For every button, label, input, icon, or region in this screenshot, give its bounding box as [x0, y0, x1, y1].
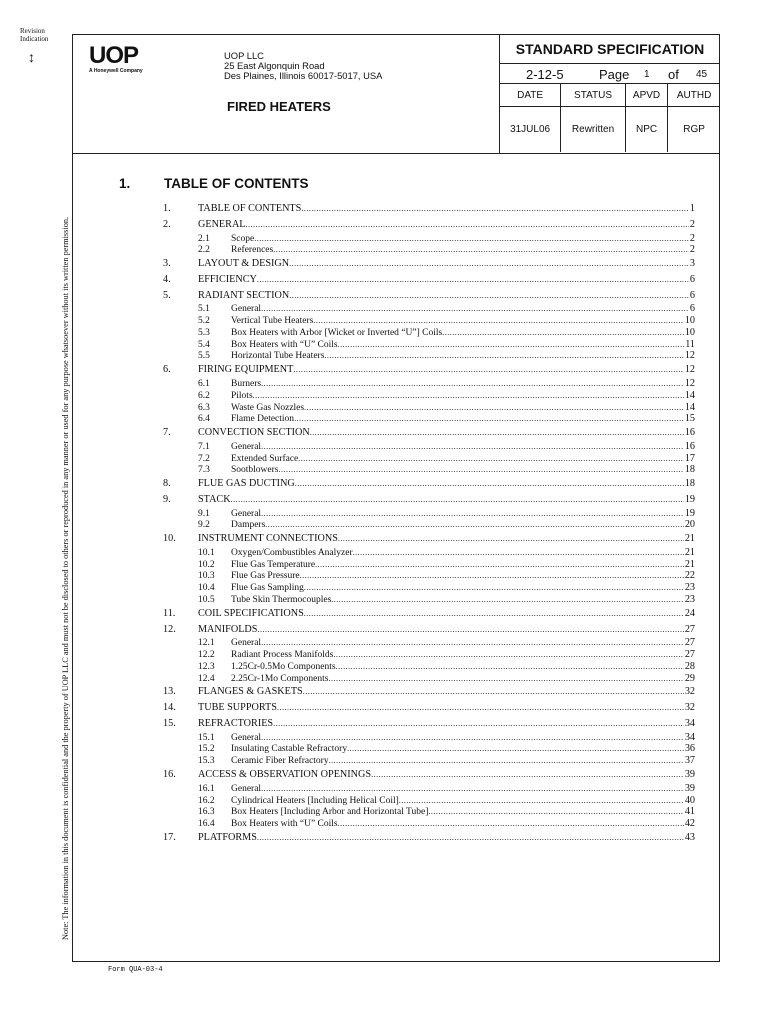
toc-subentry[interactable]: [163, 755, 695, 767]
toc-leader-dots: [338, 818, 684, 830]
toc-leader-dots: [304, 402, 684, 414]
toc-leader-dots: [304, 582, 684, 594]
toc-entry-number: 16.3: [198, 807, 215, 818]
toc-entry-number: 4.: [163, 273, 171, 285]
status-header: STATUS: [561, 84, 626, 107]
toc-entry-title: Ceramic Fiber Refractory: [231, 756, 329, 767]
toc-entry-title: Sootblowers: [231, 465, 279, 476]
toc-leader-dots: [273, 716, 684, 732]
toc-subentry[interactable]: [163, 244, 695, 256]
toc-entry-title: Cylindrical Heaters [Including Helical Coil]: [231, 795, 399, 806]
toc-subentry[interactable]: [163, 303, 695, 315]
toc-entry-number: 6.3: [198, 402, 210, 413]
confidentiality-note: Note: The information in this document is confidential and the property of UOP LLC and must not be disclosed to others or reproduced in any manner or used for any purpose whatsoever without its written permission.: [61, 216, 70, 940]
toc-entry-title: Scope: [231, 233, 255, 244]
toc-entry-title: Tube Skin Thermocouples: [231, 594, 332, 605]
toc-entry-page: 14: [684, 389, 695, 401]
toc-entry-number: 10.: [163, 533, 176, 545]
toc-entry-page: 21: [684, 558, 695, 570]
toc-entry-page: 18: [684, 464, 695, 476]
company-address: [224, 51, 382, 81]
page-of-label: of: [668, 67, 679, 82]
toc-subentry[interactable]: [163, 795, 695, 807]
toc-entry-page: 12: [684, 350, 695, 362]
toc-subentry[interactable]: [163, 519, 695, 531]
toc-leader-dots: [300, 570, 684, 582]
toc-leader-dots: [347, 743, 684, 755]
toc-entry-page: 23: [684, 582, 695, 594]
toc-entry-number: 9.: [163, 493, 171, 505]
toc-entry-number: 7.1: [198, 441, 210, 452]
toc-leader-dots: [371, 767, 684, 783]
toc-leader-dots: [353, 547, 684, 559]
toc-subentry[interactable]: [163, 464, 695, 476]
toc-entry-title: CONVECTION SECTION: [198, 427, 310, 439]
toc-entry-page: 21: [684, 546, 695, 558]
spec-meta-table: [500, 83, 720, 152]
toc-entry-number: 10.5: [198, 594, 215, 605]
toc-entry-title: General: [231, 304, 262, 315]
toc-entry-number: 12.3: [198, 661, 215, 672]
spec-number-row: [500, 64, 720, 84]
toc-entry-page: 23: [684, 593, 695, 605]
toc-entry-page: 43: [684, 831, 695, 843]
toc-leader-dots: [298, 453, 684, 465]
toc-entry-page: 17: [684, 452, 695, 464]
toc-leader-dots: [331, 594, 684, 606]
toc-subentry[interactable]: [163, 441, 695, 453]
toc-leader-dots: [304, 606, 684, 622]
toc-leader-dots: [231, 492, 684, 508]
toc-subentry[interactable]: [163, 350, 695, 362]
toc-entry-number: 15.: [163, 717, 176, 729]
toc-subentry[interactable]: [163, 453, 695, 465]
toc-entry[interactable]: [163, 272, 695, 288]
toc-entry-page: 16: [684, 440, 695, 452]
toc-entry-number: 8.: [163, 478, 171, 490]
toc-entry-number: 5.5: [198, 351, 210, 362]
toc-subentry[interactable]: [163, 378, 695, 390]
toc-leader-dots: [293, 362, 683, 378]
apvd-header: APVD: [625, 84, 667, 107]
toc-leader-dots: [261, 378, 684, 390]
toc-entry-page: 36: [684, 743, 695, 755]
toc-leader-dots: [294, 413, 684, 425]
toc-entry-title: Flue Gas Sampling: [231, 583, 304, 594]
toc-entry-title: RADIANT SECTION: [198, 289, 290, 301]
toc-entry-page: 6: [689, 289, 695, 301]
toc-entry-number: 16.2: [198, 795, 215, 806]
toc-leader-dots: [254, 233, 689, 245]
company-logo: [89, 42, 143, 74]
toc-entry-page: 16: [684, 427, 695, 439]
toc-entry-number: 9.2: [198, 520, 210, 531]
toc-entry-number: 16.4: [198, 819, 215, 829]
toc-entry-title: 1.25Cr-0.5Mo Components: [231, 661, 336, 672]
toc-entry-number: 6.4: [198, 414, 210, 425]
toc-entry-number: 5.1: [198, 304, 210, 315]
toc-leader-dots: [277, 700, 684, 716]
toc-entry-page: 27: [684, 623, 695, 635]
revision-indication: Revision Indication: [20, 27, 49, 43]
toc-entry-title: General: [231, 783, 262, 794]
spec-title: STANDARD SPECIFICATION: [500, 35, 720, 64]
toc-entry-title: Insulating Castable Refractory: [231, 744, 348, 755]
toc-entry-title: Box Heaters with “U” Coils: [231, 819, 338, 829]
toc-entry-title: COIL SPECIFICATIONS: [198, 607, 304, 619]
toc-entry-title: Extended Surface: [231, 453, 299, 464]
company-name: UOP LLC: [224, 50, 264, 61]
toc-entry-number: 10.4: [198, 583, 215, 594]
toc-entry-title: References: [231, 245, 274, 256]
date-value: 31JUL06: [500, 107, 561, 153]
toc-leader-dots: [338, 531, 684, 547]
toc-entry-number: 6.2: [198, 390, 210, 401]
toc-entry-number: 7.: [163, 427, 171, 439]
toc-entry-page: 20: [684, 519, 695, 531]
toc-leader-dots: [333, 649, 683, 661]
toc-entry[interactable]: [163, 684, 695, 700]
toc-leader-dots: [257, 830, 684, 846]
toc-leader-dots: [442, 327, 684, 339]
toc-entry-title: Radiant Process Manifolds: [231, 650, 334, 661]
toc-leader-dots: [295, 476, 684, 492]
form-identifier: Form QUA-03-4: [108, 966, 163, 974]
toc-entry-title: Flame Detection: [231, 414, 295, 425]
section-title: TABLE OF CONTENTS: [164, 176, 309, 191]
toc-leader-dots: [313, 315, 683, 327]
toc-leader-dots: [261, 508, 684, 520]
status-value: Rewritten: [561, 107, 626, 153]
toc-leader-dots: [257, 272, 689, 288]
toc-leader-dots: [257, 622, 683, 638]
page-frame: [72, 34, 720, 962]
revision-arrow-icon: ↕: [28, 49, 35, 65]
toc-entry-number: 11.: [163, 607, 176, 619]
toc-entry-number: 5.: [163, 289, 171, 301]
toc-subentry[interactable]: [163, 390, 695, 402]
toc-entry-number: 2.: [163, 218, 171, 230]
toc-entry-page: 24: [684, 607, 695, 619]
toc-entry-number: 13.: [163, 686, 176, 698]
toc-entry-page: 19: [684, 507, 695, 519]
toc-entry-page: 34: [684, 731, 695, 743]
toc-subentry[interactable]: [163, 570, 695, 582]
toc-leader-dots: [279, 464, 684, 476]
toc-entry-page: 11: [685, 338, 695, 350]
toc-entry-page: 10: [684, 326, 695, 338]
toc-entry-number: 12.4: [198, 673, 215, 684]
toc-entry-page: 28: [684, 660, 695, 672]
toc-leader-dots: [399, 795, 684, 807]
section-number: 1.: [119, 176, 131, 191]
toc-entry-title: General: [231, 732, 262, 743]
toc-entry-title: Flue Gas Temperature: [231, 559, 316, 570]
toc-entry[interactable]: [163, 362, 695, 378]
toc-entry-page: 15: [684, 413, 695, 425]
toc-entry-page: 1: [689, 203, 695, 214]
toc-subentry[interactable]: [163, 413, 695, 425]
toc-entry-number: 5.3: [198, 327, 210, 338]
toc-subentry[interactable]: [163, 783, 695, 795]
toc-entry-page: 34: [684, 717, 695, 729]
toc-entry-title: Pilots: [231, 390, 253, 401]
toc-entry-title: FLUE GAS DUCTING: [198, 478, 295, 490]
toc-leader-dots: [338, 339, 685, 351]
toc-entry[interactable]: [163, 217, 695, 233]
toc-subentry[interactable]: [163, 339, 695, 351]
toc-entry-page: 6: [689, 303, 695, 315]
toc-subentry[interactable]: [163, 649, 695, 661]
toc-entry-title: Flue Gas Pressure: [231, 571, 300, 582]
toc-entry[interactable]: [163, 476, 695, 492]
toc-leader-dots: [301, 201, 689, 217]
toc-entry-number: 9.1: [198, 508, 210, 519]
toc-entry-title: MANIFOLDS: [198, 623, 258, 635]
toc-entry-page: 41: [684, 806, 695, 818]
toc-entry-page: 21: [684, 533, 695, 545]
toc-entry-number: 16.: [163, 768, 176, 780]
spec-box: [499, 35, 720, 153]
toc-entry-number: 17.: [163, 831, 176, 843]
company-city: Des Plaines, Illinois 60017-5017, USA: [224, 70, 383, 81]
toc-subentry[interactable]: [163, 547, 695, 559]
toc-leader-dots: [428, 806, 683, 818]
toc-leader-dots: [310, 425, 684, 441]
toc-entry-page: 2: [689, 218, 695, 230]
toc-leader-dots: [328, 673, 683, 685]
toc-entry-title: General: [231, 638, 262, 649]
page-label: Page: [599, 67, 630, 82]
toc-entry-title: Vertical Tube Heaters: [231, 316, 314, 327]
toc-entry-title: General: [231, 441, 262, 452]
logo-subtitle: A Honeywell Company: [89, 68, 143, 74]
toc-entry-page: 18: [684, 478, 695, 490]
toc-entry-title: TUBE SUPPORTS: [198, 702, 277, 714]
toc-subentry[interactable]: [163, 661, 695, 673]
toc-entry-number: 12.2: [198, 650, 215, 661]
toc-entry-number: 10.1: [198, 547, 215, 558]
toc-entry-number: 15.3: [198, 756, 215, 767]
toc-entry[interactable]: [163, 201, 695, 217]
toc-leader-dots: [289, 288, 689, 304]
authd-value: RGP: [668, 107, 720, 153]
toc-leader-dots: [336, 661, 684, 673]
toc-leader-dots: [261, 783, 684, 795]
toc-leader-dots: [261, 732, 684, 744]
toc-entry-title: TABLE OF CONTENTS: [198, 203, 302, 214]
toc-entry-title: PLATFORMS: [198, 831, 257, 843]
company-street: 25 East Algonquin Road: [224, 60, 325, 71]
toc-entry-number: 7.3: [198, 465, 210, 476]
toc-entry-number: 15.1: [198, 732, 215, 743]
toc-entry-title: LAYOUT & DESIGN: [198, 258, 290, 270]
toc-entry-number: 5.2: [198, 316, 210, 327]
table-of-contents: [163, 201, 695, 846]
toc-entry-title: Box Heaters with Arbor [Wicket or Inverted “U”] Coils: [231, 327, 443, 338]
toc-leader-dots: [289, 256, 689, 272]
toc-entry[interactable]: [163, 531, 695, 547]
toc-entry-page: 12: [684, 364, 695, 376]
toc-entry-page: 32: [684, 702, 695, 714]
toc-entry-number: 6.: [163, 364, 171, 376]
date-header: DATE: [500, 84, 561, 107]
toc-entry-page: 22: [684, 570, 695, 582]
toc-entry-title: Oxygen/Combustibles Analyzer: [231, 547, 353, 558]
toc-entry-title: Dampers: [231, 520, 266, 531]
toc-entry-number: 7.2: [198, 453, 210, 464]
toc-entry-number: 14.: [163, 702, 176, 714]
toc-entry-page: 14: [684, 401, 695, 413]
toc-leader-dots: [315, 559, 684, 571]
toc-subentry[interactable]: [163, 315, 695, 327]
toc-entry-page: 12: [684, 378, 695, 390]
logo-mark: UOP: [89, 42, 139, 69]
toc-leader-dots: [261, 637, 684, 649]
document-title: FIRED HEATERS: [227, 99, 331, 114]
toc-entry[interactable]: [163, 425, 695, 441]
toc-subentry[interactable]: [163, 673, 695, 685]
toc-entry[interactable]: [163, 830, 695, 846]
toc-entry-page: 6: [689, 273, 695, 285]
authd-header: AUTHD: [668, 84, 720, 107]
toc-leader-dots: [261, 303, 689, 315]
toc-entry-title: General: [231, 508, 262, 519]
toc-entry-title: GENERAL: [198, 218, 246, 230]
document-header: [73, 35, 719, 154]
apvd-value: NPC: [625, 107, 667, 153]
toc-leader-dots: [265, 519, 684, 531]
toc-entry-page: 39: [684, 768, 695, 780]
toc-subentry[interactable]: [163, 559, 695, 571]
toc-entry-page: 19: [684, 493, 695, 505]
toc-entry-title: Burners: [231, 379, 262, 390]
page-number: 1: [644, 69, 650, 80]
toc-subentry[interactable]: [163, 818, 695, 830]
toc-subentry[interactable]: [163, 732, 695, 744]
toc-entry-page: 10: [684, 315, 695, 327]
toc-entry[interactable]: [163, 767, 695, 783]
toc-entry-title: STACK: [198, 493, 231, 505]
toc-entry[interactable]: [163, 606, 695, 622]
toc-entry-number: 15.2: [198, 744, 215, 755]
toc-leader-dots: [246, 217, 689, 233]
toc-entry-page: 32: [684, 686, 695, 698]
toc-subentry[interactable]: [163, 327, 695, 339]
toc-entry-title: Box Heaters with “U” Coils: [231, 339, 338, 350]
toc-entry-number: 12.1: [198, 638, 215, 649]
toc-entry-number: 12.: [163, 623, 176, 635]
toc-entry-number: 3.: [163, 258, 171, 270]
toc-entry-title: Waste Gas Nozzles: [231, 402, 305, 413]
toc-entry-title: INSTRUMENT CONNECTIONS: [198, 533, 338, 545]
toc-entry[interactable]: [163, 622, 695, 638]
toc-entry-title: FIRING EQUIPMENT: [198, 364, 294, 376]
toc-entry[interactable]: [163, 492, 695, 508]
toc-entry-title: 2.25Cr-1Mo Components: [231, 673, 329, 684]
toc-entry-title: Box Heaters [Including Arbor and Horizontal Tube]: [231, 807, 429, 818]
toc-entry-page: 29: [684, 672, 695, 684]
toc-entry-number: 1.: [163, 203, 171, 214]
spec-number: 2-12-5: [526, 67, 564, 82]
toc-entry[interactable]: [163, 256, 695, 272]
toc-entry-page: 27: [684, 649, 695, 661]
toc-leader-dots: [324, 350, 683, 362]
toc-entry-page: 40: [684, 794, 695, 806]
toc-entry-title: FLANGES & GASKETS: [198, 686, 303, 698]
toc-subentry[interactable]: [163, 402, 695, 414]
toc-entry-page: 39: [684, 782, 695, 794]
toc-leader-dots: [253, 390, 684, 402]
toc-entry-title: EFFICIENCY: [198, 273, 257, 285]
toc-entry[interactable]: [163, 288, 695, 304]
toc-entry-title: REFRACTORIES: [198, 717, 274, 729]
toc-entry-number: 2.2: [198, 245, 210, 256]
toc-entry-number: 10.2: [198, 559, 215, 570]
toc-leader-dots: [329, 755, 684, 767]
toc-leader-dots: [261, 441, 684, 453]
toc-subentry[interactable]: [163, 233, 695, 245]
toc-entry-number: 10.3: [198, 571, 215, 582]
toc-entry-title: ACCESS & OBSERVATION OPENINGS: [198, 768, 372, 780]
toc-subentry[interactable]: [163, 508, 695, 520]
toc-subentry[interactable]: [163, 637, 695, 649]
toc-leader-dots: [273, 244, 689, 256]
toc-entry-page: 2: [689, 232, 695, 244]
toc-entry-page: 27: [684, 637, 695, 649]
toc-entry-page: 37: [684, 755, 695, 767]
toc-entry[interactable]: [163, 716, 695, 732]
toc-entry[interactable]: [163, 700, 695, 716]
toc-entry-page: 42: [684, 818, 695, 829]
toc-subentry[interactable]: [163, 743, 695, 755]
toc-entry-page: 2: [689, 244, 695, 256]
toc-entry-number: 2.1: [198, 233, 210, 244]
toc-leader-dots: [303, 684, 684, 700]
toc-entry-title: Horizontal Tube Heaters: [231, 351, 325, 362]
toc-subentry[interactable]: [163, 594, 695, 606]
page-total: 45: [696, 69, 708, 80]
toc-subentry[interactable]: [163, 582, 695, 594]
toc-entry-number: 16.1: [198, 783, 215, 794]
toc-entry-page: 3: [689, 258, 695, 270]
toc-subentry[interactable]: [163, 806, 695, 818]
toc-entry-number: 5.4: [198, 339, 210, 350]
toc-entry-number: 6.1: [198, 379, 210, 390]
